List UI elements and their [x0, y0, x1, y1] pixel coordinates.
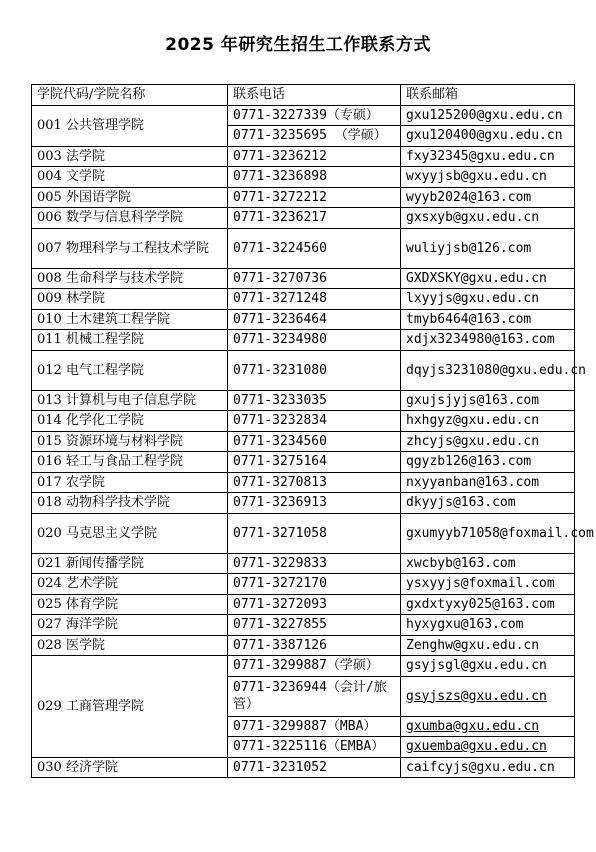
email-address: hyxygxu@163.com: [401, 615, 575, 636]
college-name: 008 生命科学与技术学院: [32, 268, 228, 289]
college-name: 027 海洋学院: [32, 615, 228, 636]
header-email: 联系邮箱: [401, 85, 575, 106]
phone-number: 0771-3271248: [228, 289, 401, 310]
table-row: [32, 411, 575, 432]
phone-number: 0771-3272212: [228, 187, 401, 208]
college-name: 029 工商管理学院: [32, 656, 228, 758]
table-row: [32, 228, 575, 268]
table-row: [32, 594, 575, 615]
phone-number: 0771-3272093: [228, 594, 401, 615]
table-row: [32, 635, 575, 656]
table-row: [32, 208, 575, 229]
college-name: 020 马克思主义学院: [32, 513, 228, 553]
college-name: 006 数学与信息科学学院: [32, 208, 228, 229]
college-name: 016 轻工与食品工程学院: [32, 452, 228, 473]
college-name: 007 物理科学与工程技术学院: [32, 228, 228, 268]
email-address[interactable]: gxumba@gxu.edu.cn: [401, 716, 575, 737]
table-row: [32, 757, 575, 778]
phone-number: 0771-3235695 （学硕）: [228, 126, 401, 147]
college-name: 001 公共管理学院: [32, 105, 228, 146]
college-name: 003 法学院: [32, 146, 228, 167]
email-address: ysxyyjs@foxmail.com: [401, 574, 575, 595]
college-name: 024 艺术学院: [32, 574, 228, 595]
email-address: dqyjs3231080@gxu.edu.cn: [401, 350, 575, 390]
phone-number: 0771-3270736: [228, 268, 401, 289]
phone-number: 0771-3229833: [228, 553, 401, 574]
email-address: qgyzb126@163.com: [401, 452, 575, 473]
table-row: [32, 452, 575, 473]
email-address: gxu125200@gxu.edu.cn: [401, 105, 575, 126]
college-name: 011 机械工程学院: [32, 330, 228, 351]
phone-number: 0771-3236913: [228, 493, 401, 514]
header-phone: 联系电话: [228, 85, 401, 106]
table-row: [32, 146, 575, 167]
phone-number: 0771-3232834: [228, 411, 401, 432]
college-name: 005 外国语学院: [32, 187, 228, 208]
college-name: 009 林学院: [32, 289, 228, 310]
table-row: [32, 574, 575, 595]
table-row: [32, 289, 575, 310]
phone-number: 0771-3224560: [228, 228, 401, 268]
email-address: xdjx3234980@163.com: [401, 330, 575, 351]
phone-number: 0771-3236464: [228, 309, 401, 330]
email-address: hxhgyz@gxu.edu.cn: [401, 411, 575, 432]
table-row: [32, 350, 575, 390]
table-row: [32, 187, 575, 208]
email-address: gxsxyb@gxu.edu.cn: [401, 208, 575, 229]
table-row: [32, 431, 575, 452]
phone-number: 0771-3236898: [228, 167, 401, 188]
table-row: [32, 513, 575, 553]
email-address: caifcyjs@gxu.edu.cn: [401, 757, 575, 778]
table-header-row: [32, 85, 575, 106]
phone-number: 0771-3233035: [228, 390, 401, 411]
table-row: [32, 472, 575, 493]
phone-number: 0771-3272170: [228, 574, 401, 595]
email-address: gxu120400@gxu.edu.cn: [401, 126, 575, 147]
college-name: 015 资源环境与材料学院: [32, 431, 228, 452]
college-name: 021 新闻传播学院: [32, 553, 228, 574]
table-row: [32, 167, 575, 188]
table-row: [32, 268, 575, 289]
table-row: [32, 330, 575, 351]
table-row: [32, 493, 575, 514]
email-address[interactable]: gxuemba@gxu.edu.cn: [401, 737, 575, 758]
phone-number: 0771-3299887（学硕）: [228, 656, 401, 677]
phone-number: 0771-3236217: [228, 208, 401, 229]
email-address: tmyb6464@163.com: [401, 309, 575, 330]
email-address: wxyyjsb@gxu.edu.cn: [401, 167, 575, 188]
phone-number: 0771-3231052: [228, 757, 401, 778]
header-college: 学院代码/学院名称: [32, 85, 228, 106]
page-title: 2025 年研究生招生工作联系方式: [165, 35, 431, 55]
college-name: 028 医学院: [32, 635, 228, 656]
table-row: [32, 309, 575, 330]
email-address[interactable]: gsyjszs@gxu.edu.cn: [401, 676, 575, 716]
phone-number: 0771-3236944（会计/旅管）: [228, 676, 401, 716]
phone-number: 0771-3387126: [228, 635, 401, 656]
email-address: gxdxtyxy025@163.com: [401, 594, 575, 615]
phone-number: 0771-3231080: [228, 350, 401, 390]
email-address: dkyyjs@163.com: [401, 493, 575, 514]
email-address: Zenghw@gxu.edu.cn: [401, 635, 575, 656]
table-row: [32, 105, 575, 126]
email-address: zhcyjs@gxu.edu.cn: [401, 431, 575, 452]
college-name: 014 化学化工学院: [32, 411, 228, 432]
phone-number: 0771-3270813: [228, 472, 401, 493]
college-name: 030 经济学院: [32, 757, 228, 778]
college-name: 025 体育学院: [32, 594, 228, 615]
email-address: xwcbyb@163.com: [401, 553, 575, 574]
phone-number: 0771-3236212: [228, 146, 401, 167]
college-name: 012 电气工程学院: [32, 350, 228, 390]
college-name: 018 动物科学技术学院: [32, 493, 228, 514]
phone-number: 0771-3227339（专硕）: [228, 105, 401, 126]
college-name: 010 土木建筑工程学院: [32, 309, 228, 330]
phone-number: 0771-3227855: [228, 615, 401, 636]
table-row: [32, 615, 575, 636]
phone-number: 0771-3225116（EMBA）: [228, 737, 401, 758]
email-address: fxy32345@gxu.edu.cn: [401, 146, 575, 167]
email-address: GXDXSKY@gxu.edu.cn: [401, 268, 575, 289]
table-row: [32, 553, 575, 574]
email-address: wuliyjsb@126.com: [401, 228, 575, 268]
email-address: gxujsjyjs@163.com: [401, 390, 575, 411]
email-address: lxyyjs@gxu.edu.cn: [401, 289, 575, 310]
email-address: nxyyanban@163.com: [401, 472, 575, 493]
college-name: 004 文学院: [32, 167, 228, 188]
phone-number: 0771-3234980: [228, 330, 401, 351]
email-address: wyyb2024@163.com: [401, 187, 575, 208]
email-address: gsyjsgl@gxu.edu.cn: [401, 656, 575, 677]
table-row: [32, 656, 575, 677]
contact-table: [31, 84, 594, 778]
email-address: gxumyyb71058@foxmail.com: [401, 513, 575, 553]
college-name: 017 农学院: [32, 472, 228, 493]
college-name: 013 计算机与电子信息学院: [32, 390, 228, 411]
phone-number: 0771-3271058: [228, 513, 401, 553]
phone-number: 0771-3234560: [228, 431, 401, 452]
table-row: [32, 390, 575, 411]
phone-number: 0771-3275164: [228, 452, 401, 473]
phone-number: 0771-3299887（MBA）: [228, 716, 401, 737]
